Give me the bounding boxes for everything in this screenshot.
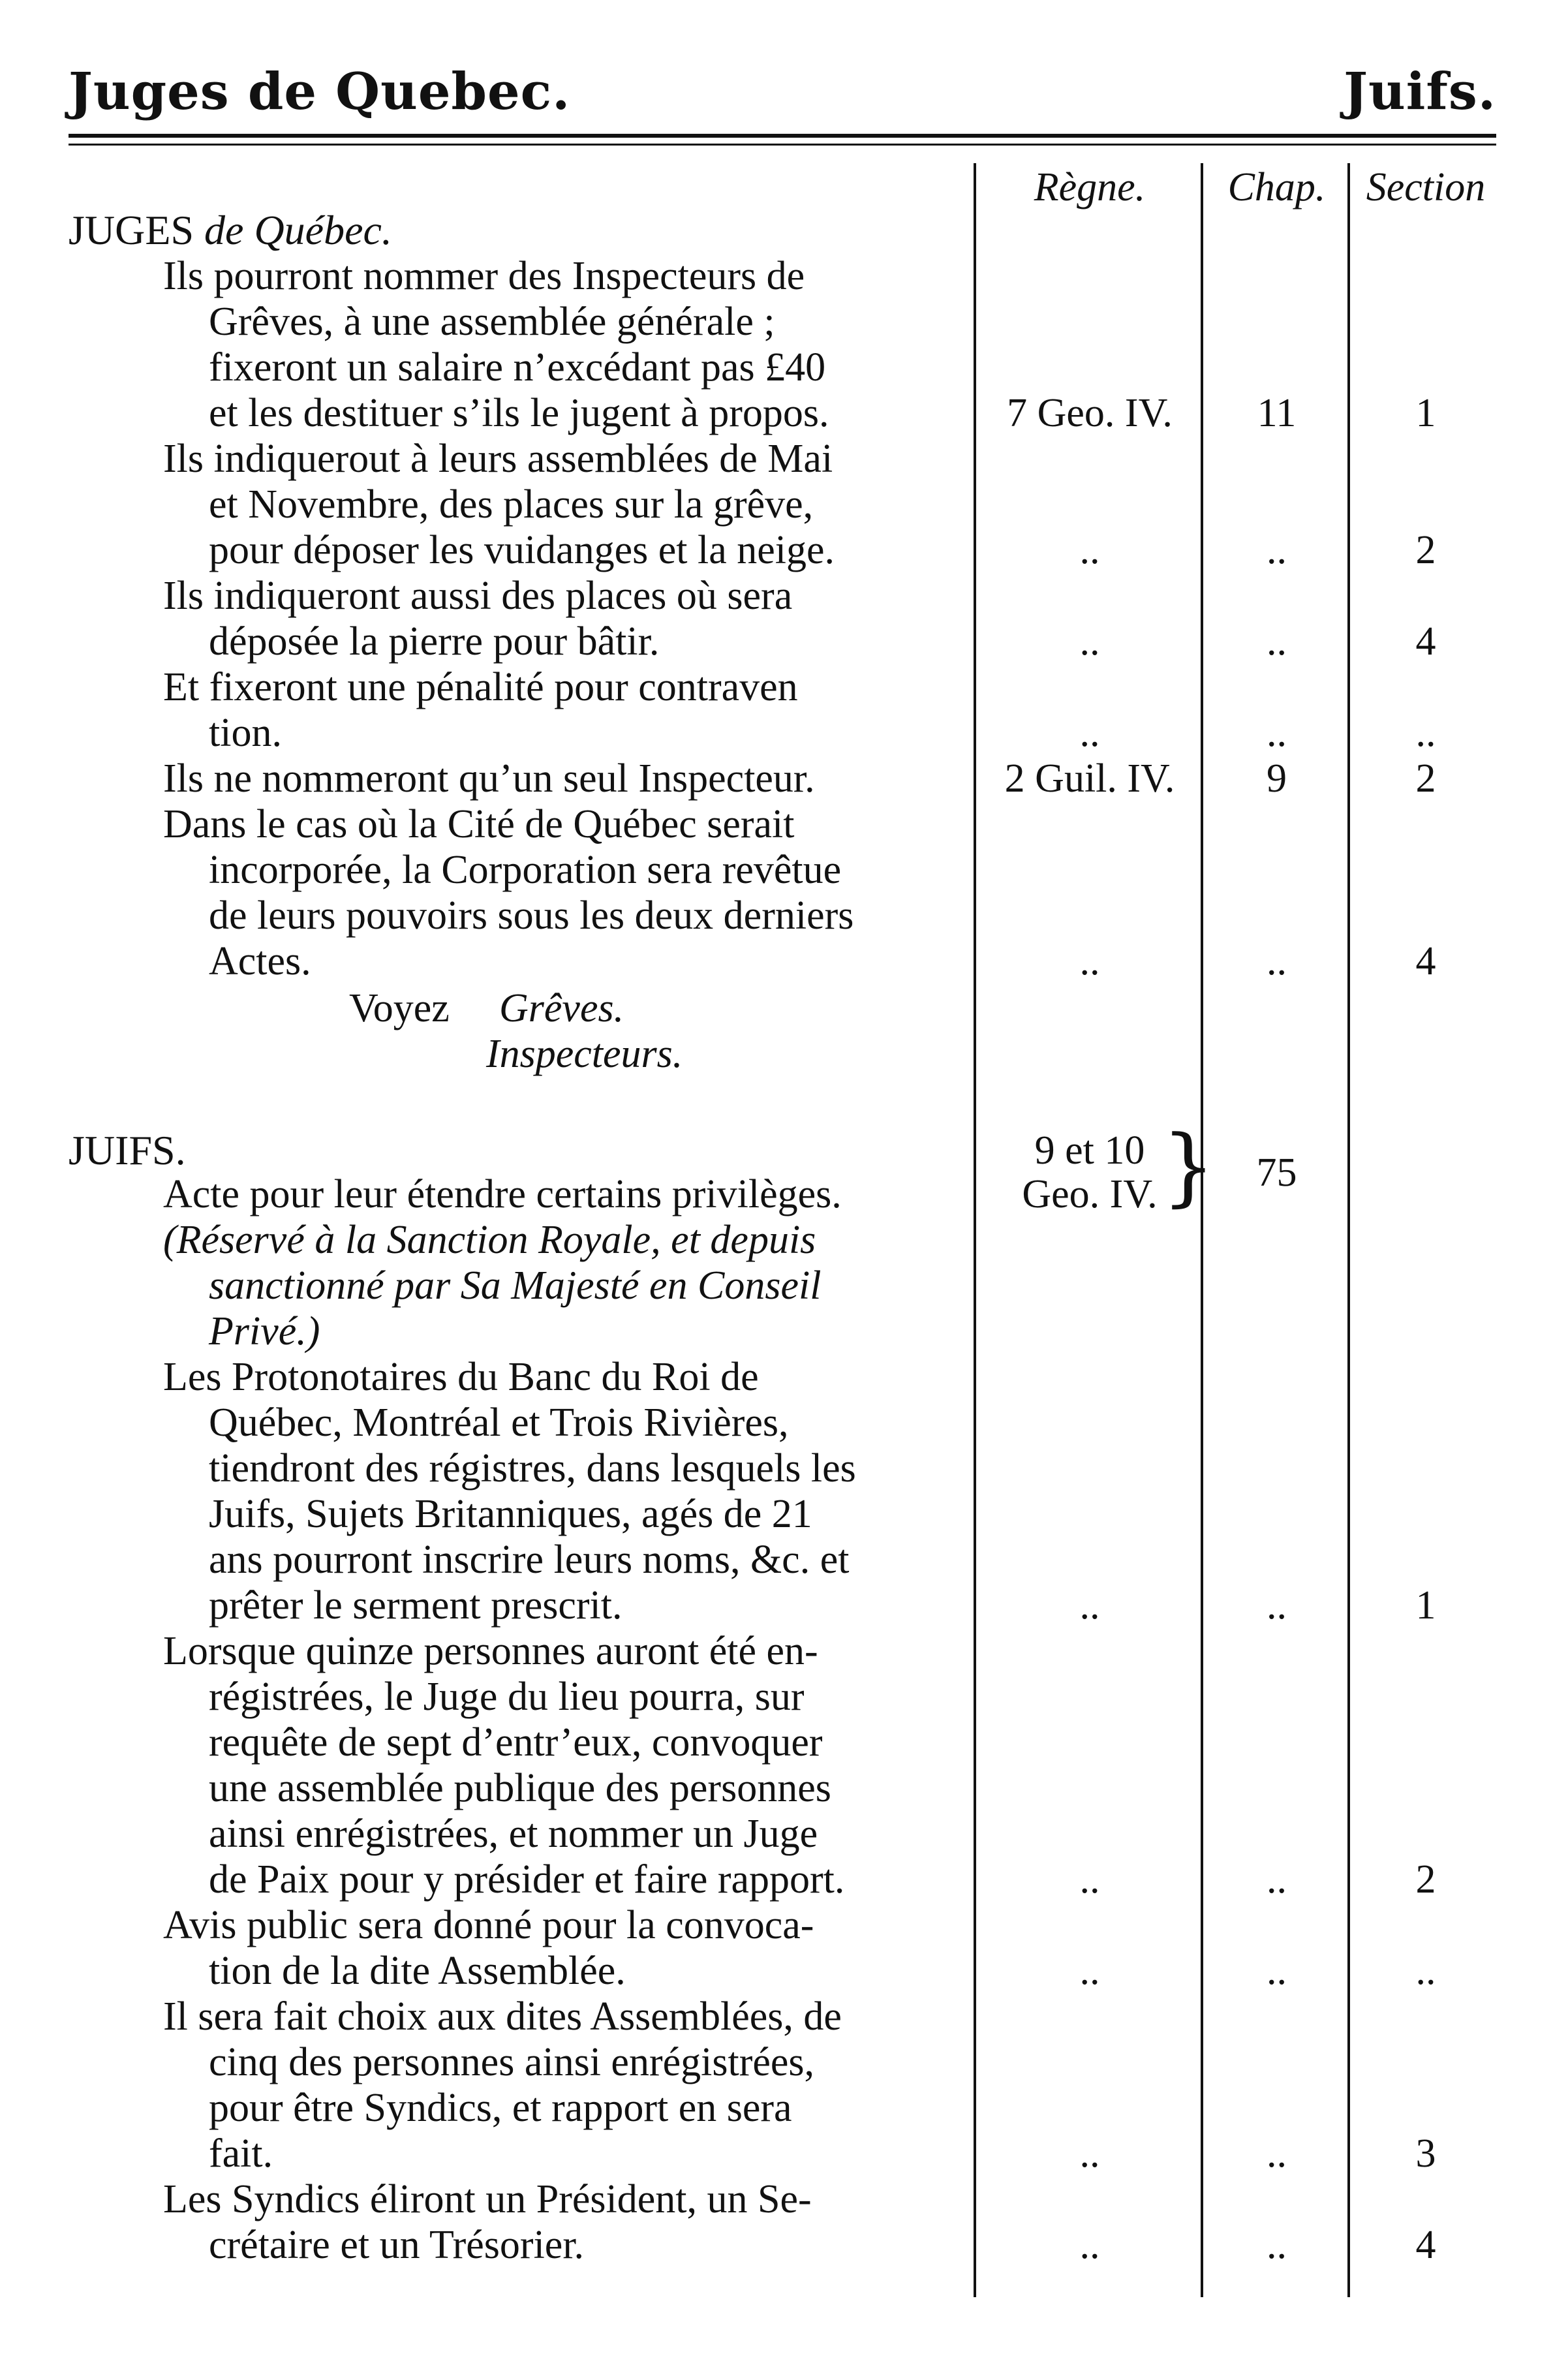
juifs-acte-regne-1: 9 et 10 <box>1034 1128 1145 1173</box>
juges-entry-chap: .. <box>1267 711 1287 755</box>
juifs-entry-text: Il sera fait choix aux dites Assemblées, de <box>163 1994 842 2039</box>
juifs-entry-text: Les Protonotaires du Banc du Roi de <box>163 1355 759 1399</box>
juges-entry-text: incorporée, la Corporation sera revêtue <box>209 848 842 892</box>
juges-entry-regne: .. <box>1079 939 1100 983</box>
juges-entry-text: déposée la pierre pour bâtir. <box>209 619 660 664</box>
juges-entry-chap: .. <box>1267 939 1287 983</box>
header-rule-thin <box>69 144 1496 146</box>
juges-entry-text: fixeront un salaire n’excédant pas £40 <box>209 345 826 390</box>
juifs-reserve-text: Privé.) <box>209 1309 320 1354</box>
juges-entry-text: Actes. <box>209 939 311 983</box>
juifs-entry-text: tiendront des régistres, dans lesquels les <box>209 1446 856 1491</box>
juifs-entry-regne: .. <box>1079 2131 1100 2176</box>
juifs-entry-section: 3 <box>1415 2131 1436 2176</box>
juges-entry-chap: 9 <box>1267 756 1287 801</box>
column-divider-section <box>1347 163 1350 2297</box>
juges-entry-regne: .. <box>1079 619 1100 664</box>
juifs-entry-regne: .. <box>1079 2223 1100 2267</box>
juges-entry-text: Ils pourront nommer des Inspecteurs de <box>163 254 805 298</box>
juges-entry-text: pour déposer les vuidanges et la neige. <box>209 528 835 572</box>
juges-heading-rest: de Québec. <box>204 207 392 253</box>
brace-icon: } <box>1161 1117 1216 1216</box>
juifs-entry-chap: .. <box>1267 1949 1287 1993</box>
juifs-reserve-text: sanctionné par Sa Majesté en Conseil <box>209 1263 822 1308</box>
voyez-inspecteurs: Inspecteurs. <box>486 1032 683 1076</box>
juges-entry-section: 2 <box>1415 756 1436 801</box>
column-header-regne: Règne. <box>1034 165 1146 209</box>
juifs-acte: Acte pour leur étendre certains privilèges. <box>163 1172 842 1216</box>
juifs-entry-regne: .. <box>1079 1583 1100 1628</box>
juges-entry-section: 1 <box>1415 391 1436 435</box>
header-rule-thick <box>69 134 1496 138</box>
juges-entry-section: 2 <box>1415 528 1436 572</box>
juifs-entry-text: Les Syndics éliront un Président, un Se- <box>163 2177 812 2221</box>
juges-entry-text: Ils indiqueront aussi des places où sera <box>163 574 793 618</box>
juifs-entry-text: de Paix pour y présider et faire rapport. <box>209 1857 845 1902</box>
juges-entry-chap: .. <box>1267 528 1287 572</box>
juges-entry-text: de leurs pouvoirs sous les deux derniers <box>209 893 854 938</box>
voyez-label: Voyez <box>349 986 450 1030</box>
juges-entry-text: Grêves, à une assemblée générale ; <box>209 300 775 344</box>
juges-entry-chap: 11 <box>1257 391 1297 435</box>
juges-entry-regne: .. <box>1079 528 1100 572</box>
voyez-greves: Grêves. <box>499 986 624 1030</box>
juges-entry-text: et Novembre, des places sur la grêve, <box>209 482 814 527</box>
juifs-entry-text: prêter le serment prescrit. <box>209 1583 623 1628</box>
juifs-entry-section: 2 <box>1415 1857 1436 1902</box>
juifs-entry-section: 1 <box>1415 1583 1436 1628</box>
juges-entry-section: .. <box>1415 711 1436 755</box>
juifs-entry-text: une assemblée publique des personnes <box>209 1766 831 1810</box>
juges-entry-section: 4 <box>1415 939 1436 983</box>
juges-entry-text: Ils ne nommeront qu’un seul Inspecteur. <box>163 756 815 801</box>
juges-entry-regne: .. <box>1079 711 1100 755</box>
juges-entry-section: 4 <box>1415 619 1436 664</box>
juifs-entry-text: Avis public sera donné pour la convoca- <box>163 1903 814 1947</box>
juifs-entry-text: régistrées, le Juge du lieu pourra, sur <box>209 1675 805 1719</box>
juifs-entry-text: Lorsque quinze personnes auront été en- <box>163 1629 818 1673</box>
juifs-entry-text: cinq des personnes ainsi enrégistrées, <box>209 2040 815 2084</box>
juges-entry-chap: .. <box>1267 619 1287 664</box>
juifs-entry-text: crétaire et un Trésorier. <box>209 2223 585 2267</box>
juifs-entry-text: Juifs, Sujets Britanniques, agés de 21 <box>209 1492 812 1536</box>
juifs-entry-section: 4 <box>1415 2223 1436 2267</box>
juges-entry-text: Dans le cas où la Cité de Québec serait <box>163 802 795 846</box>
juifs-reserve-text: (Réservé à la Sanction Royale, et depuis <box>163 1218 816 1262</box>
column-divider-chap <box>1201 163 1203 2297</box>
column-header-chap: Chap. <box>1227 165 1326 209</box>
juifs-entry-chap: .. <box>1267 2223 1287 2267</box>
juifs-entry-text: pour être Syndics, et rapport en sera <box>209 2086 792 2130</box>
juifs-entry-text: tion de la dite Assemblée. <box>209 1949 626 1993</box>
juifs-entry-chap: .. <box>1267 1583 1287 1628</box>
juifs-entry-text: requête de sept d’entr’eux, convoquer <box>209 1720 823 1765</box>
juifs-entry-text: ainsi enrégistrées, et nommer un Juge <box>209 1812 818 1856</box>
juges-heading-main: JUGES <box>69 207 194 253</box>
juges-entry-text: et les destituer s’ils le jugent à propos. <box>209 391 829 435</box>
juges-entry-regne: 2 Guil. IV. <box>1004 756 1175 801</box>
column-divider-regne <box>974 163 976 2297</box>
juifs-entry-chap: .. <box>1267 2131 1287 2176</box>
juifs-acte-regne-2: Geo. IV. <box>1022 1172 1158 1216</box>
running-head-left: Juges de Quebec. <box>69 62 571 121</box>
running-head-right: Juifs. <box>1344 62 1496 121</box>
juges-heading <box>69 208 392 253</box>
juifs-entry-regne: .. <box>1079 1949 1100 1993</box>
juges-entry-text: tion. <box>209 711 282 755</box>
juifs-entry-text: ans pourront inscrire leurs noms, &c. et <box>209 1538 850 1582</box>
juges-entry-text: Ils indiquerout à leurs assemblées de Mai <box>163 437 833 481</box>
juifs-entry-text: Québec, Montréal et Trois Rivières, <box>209 1400 789 1445</box>
juifs-entry-section: .. <box>1415 1949 1436 1993</box>
juifs-entry-regne: .. <box>1079 1857 1100 1902</box>
juifs-entry-chap: .. <box>1267 1857 1287 1902</box>
juges-entry-regne: 7 Geo. IV. <box>1007 391 1173 435</box>
juifs-acte-chap: 75 <box>1256 1151 1297 1195</box>
juges-entry-text: Et fixeront une pénalité pour contraven <box>163 665 798 709</box>
column-header-section: Section <box>1366 165 1486 209</box>
juifs-entry-text: fait. <box>209 2131 273 2176</box>
juifs-heading: JUIFS. <box>69 1127 186 1173</box>
